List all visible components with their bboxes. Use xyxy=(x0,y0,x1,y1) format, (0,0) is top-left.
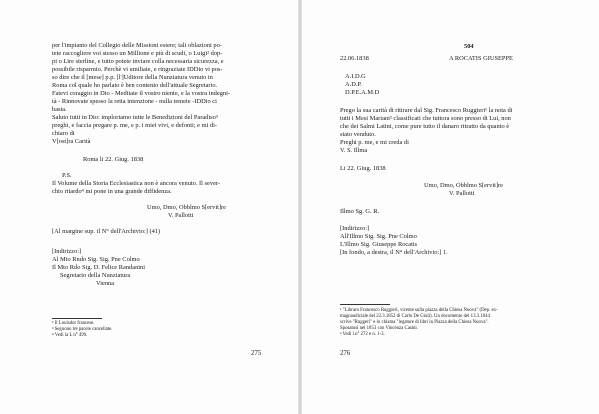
postscript-label: P.S. xyxy=(62,172,72,179)
body-line: tete raccogliere voi stesso un Millione e più di scudi, o Luigi² dop- xyxy=(52,50,223,57)
addressee: Illmo Sg. G. R. xyxy=(340,208,380,215)
invocation: A.I.D.G xyxy=(345,73,366,80)
footnote: magnaudiciale del 22.3.1852 di Carlo De Giuli). Un documento del 13.3.1844 xyxy=(340,314,490,319)
address-line: Vienna xyxy=(96,280,115,287)
footnote: ² Vedi l.n° 272 e n. 1-3. xyxy=(340,332,385,337)
body-line: Fatevi coraggio in Dio - Meditate il vostro niente, e la vostra indegni- xyxy=(52,90,231,97)
signature: V. Pallotti xyxy=(449,190,475,197)
page-number: 276 xyxy=(340,350,351,357)
body-line: V[ost]ra Carità xyxy=(52,138,91,145)
body-line: V. S. Illma xyxy=(340,147,368,154)
body-line: per l'impianto del Collegio delle Missioni estere; tali oblazioni po- xyxy=(52,42,222,49)
footnote: ² Il Louisdor francese. xyxy=(52,321,95,326)
footnote-rule xyxy=(52,318,102,319)
footnote: ⁴ Vedi la L n° 499. xyxy=(52,333,88,338)
invocation: A.D.P. xyxy=(345,81,362,88)
letter-heading: A ROCATIS GIUSEPPE xyxy=(449,55,513,62)
letter-date-top: 22.06.1838 xyxy=(340,55,369,62)
footnote: ³ Seguono tre parole cancellate. xyxy=(52,327,113,332)
body-line: tà - Rinnovate spesso la retta intenzione - nulla temete -IDDio ci xyxy=(52,98,217,105)
body-line: preghi, e faccia pregare p. me, e p. i miei vivi, e defonti; e mi di- xyxy=(52,122,218,129)
address-line: Al Mto Rndo Sig. Sig. Pne Colmo xyxy=(52,256,140,263)
body-line: possibile risparmio. Perchè vi umiliate, e ringraziate IDDio vi pos- xyxy=(52,66,223,73)
address-line: All'Illmo Sig. Sig. Pne Colmo xyxy=(340,233,417,240)
body-line: chiaro di xyxy=(52,130,75,137)
closing-line: Umo, Dmo, Obblmo S[ervit]re xyxy=(424,182,503,189)
footnote: Sposatosi nel 1853 con Vincenza Casini. xyxy=(340,326,418,331)
postscript-line: Il Volume della Storia Ecclesiastica non è ancora venuto. Il sever- xyxy=(52,180,221,187)
body-line: basta. xyxy=(52,106,67,113)
right-page xyxy=(302,0,599,414)
letter-date: Li 22. Giug. 1838 xyxy=(340,165,386,172)
invocation: D.P.E.A.M.D xyxy=(345,89,380,96)
page-number: 275 xyxy=(251,350,262,357)
footnote: scrive "Ruggeri" e lo chiama "legatore di libri in Piazza della Chiesa Nuova". xyxy=(340,320,489,325)
body-line: Saluto tutti in Dio: imploriamo tutte le Benedizioni del Paradiso³ xyxy=(52,114,218,121)
body-line: so dire che il [mese] p.p. [l']Uditore della Nunziatura venuto in xyxy=(52,74,213,81)
letter-date: Roma li 22. Giug. 1838 xyxy=(83,156,144,163)
body-line: Prego la sua carità di ritirare dal Sig. Francesco Ruggieri¹ la nota di xyxy=(340,107,513,114)
address-line: Il Mto Rdo Sig. D. Felice Randanini xyxy=(52,264,146,271)
body-line: tutti i Mesi Mariani² classificati che tuttora sono presso di Lui, non xyxy=(340,115,511,122)
body-line: che dei Salmi Latini, come pure tutto il danaro ritratto da quanto è xyxy=(340,123,510,130)
address-line: L'Illmo Sig. Giuseppe Rocatis xyxy=(340,241,418,248)
address-line: [Indirizzo:] xyxy=(52,248,82,255)
body-line: Preghi p. me, e mi creda di xyxy=(340,139,409,146)
footnote: ¹ "Libraro Francesco Ruggieri, vicente sulla piazza della Chiesa Nuova" (Dep. ex- xyxy=(340,308,498,313)
body-line: stato venduto. xyxy=(340,131,376,138)
body-line: pi o Lire sterline, e tutto potete inviare colla necessaria sicurezza, e xyxy=(52,58,224,65)
signature: V. Pallotti xyxy=(168,212,194,219)
closing-line: Umo, Dmo, Obblmo S[ervit]re xyxy=(147,204,226,211)
address-line: [In fondo, a destra, il N° dell'Archivio:] 1. xyxy=(340,249,448,256)
address-line: [Indirizzo:] xyxy=(340,225,370,232)
letter-number: 504 xyxy=(464,43,474,50)
postscript-line: chio ritardo⁴ mi pone in una grande diffidenza. xyxy=(52,188,172,195)
archive-margin-note: [Al margine sup. il N° dell'Archivio:] (41) xyxy=(52,228,161,235)
body-line: Roma col quale ho parlato è ben contento dell'attuale Segretario. xyxy=(52,82,218,89)
left-page xyxy=(0,0,298,414)
footnote-rule xyxy=(340,304,390,305)
address-line: Segretario della Nunziatura xyxy=(60,272,131,279)
